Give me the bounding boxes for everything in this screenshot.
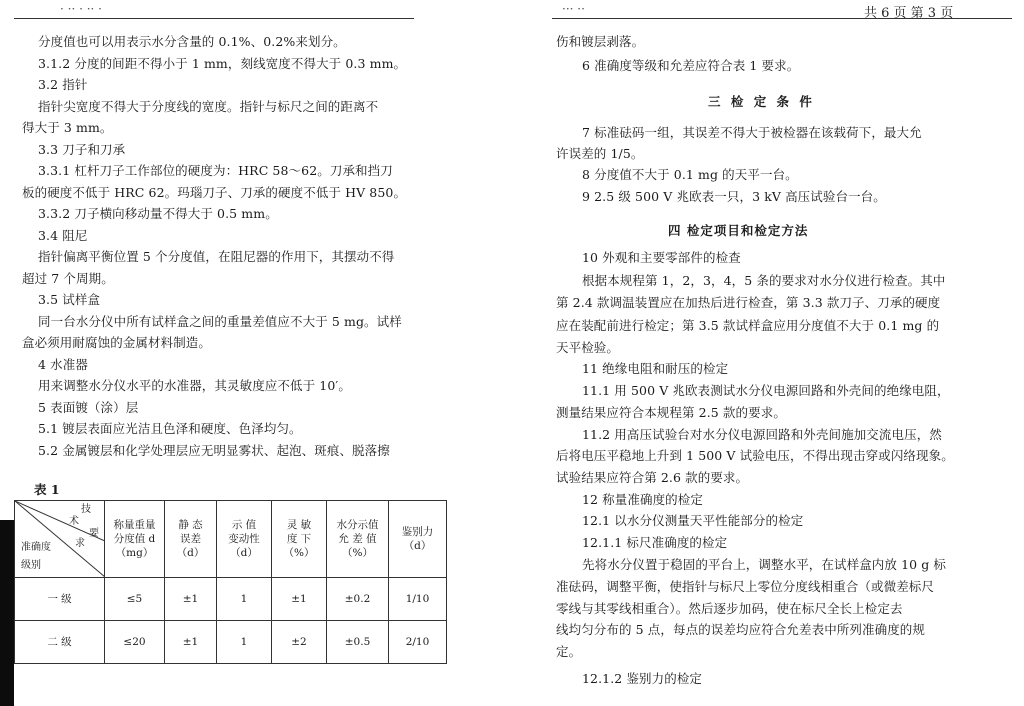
text-line: 应在装配前进行检定；第 3.5 款试样盒应用分度值不大于 0.1 mg 的 [556, 318, 940, 333]
section-heading: 11 绝缘电阻和耐压的检定 [582, 361, 729, 376]
text-line: 8 分度值不大于 0.1 mg 的天平一台。 [582, 167, 798, 182]
table-cell: ±1 [165, 578, 217, 621]
table-cell: 1 [217, 621, 272, 664]
table-caption: 表 1 [34, 482, 60, 497]
section-heading: 3.4 阻尼 [38, 228, 88, 243]
section-heading: 3.5 试样盒 [38, 292, 101, 307]
text-line: 3.1.2 分度的间距不得小于 1 mm，刻线宽度不得大于 0.3 mm。 [38, 56, 407, 71]
text-line: 线均匀分布的 5 点，每点的误差均应符合允差表中所列准确度的规 [556, 622, 926, 637]
table-cell: ±1 [165, 621, 217, 664]
text-line: 根据本规程第 1，2，3，4，5 条的要求对水分仪进行检查。其中 [582, 273, 946, 288]
text-line: 11.2 用高压试验台对水分仪电源回路和外壳间施加交流电压，然 [582, 427, 942, 442]
text-line: 测量结果应符合本规程第 2.5 款的要求。 [556, 405, 786, 420]
text-line: 指针偏离平衡位置 5 个分度值，在阻尼器的作用下，其摆动不得 [38, 249, 395, 264]
table-cell: ±1 [272, 578, 327, 621]
corner-label: 级别 [21, 560, 41, 571]
left-page [0, 0, 500, 706]
table-row [15, 578, 447, 621]
corner-label: 技 [81, 504, 91, 515]
right-page-header-left: ··· ·· [562, 2, 585, 16]
corner-label: 准确度 [21, 542, 51, 553]
section-heading: 10 外观和主要零部件的检查 [582, 250, 741, 265]
table-cell: ±2 [272, 621, 327, 664]
text-line: 用来调整水分仪水平的水准器，其灵敏度应不低于 10′。 [38, 378, 351, 393]
col-header: 水分示值 允 差 值 （%） [327, 501, 389, 578]
left-header-rule [14, 18, 414, 19]
text-line: 先将水分仪置于稳固的平台上，调整水平，在试样盒内放 10 g 标 [582, 557, 947, 572]
text-line: 12.1 以水分仪测量天平性能部分的检定 [582, 513, 804, 528]
grade-cell: 一 级 [15, 578, 105, 621]
text-line: 超过 7 个周期。 [22, 271, 114, 286]
section-heading: 5 表面镀（涂）层 [38, 400, 139, 415]
col-header: 示 值 变动性 （d） [217, 501, 272, 578]
text-line: 定。 [556, 644, 582, 659]
table-cell: 2/10 [389, 621, 447, 664]
section-heading: 4 水准器 [38, 357, 88, 372]
section-heading: 3.3 刀子和刀承 [38, 142, 126, 157]
text-line: 3.3.2 刀子横向移动量不得大于 0.5 mm。 [38, 206, 278, 221]
table-cell: 1 [217, 578, 272, 621]
text-line: 伤和镀层剥落。 [556, 34, 645, 49]
accuracy-table [14, 500, 447, 664]
chapter-heading: 四 检定项目和检定方法 [668, 223, 809, 238]
text-line: 第 2.4 款调温装置应在加热后进行检查，第 3.3 款刀子、刀承的硬度 [556, 295, 941, 310]
corner-label: 要 [89, 528, 99, 539]
text-line: 指针尖宽度不得大于分度线的宽度。指针与标尺之间的距离不 [38, 99, 379, 114]
section-heading: 12 称量准确度的检定 [582, 492, 703, 507]
col-header: 静 态 误差 （d） [165, 501, 217, 578]
corner-label: 术 [69, 516, 79, 527]
section-heading: 3.2 指针 [38, 77, 88, 92]
page-number: 共 6 页 第 3 页 [864, 6, 954, 21]
table-cell: ±0.5 [327, 621, 389, 664]
chapter-heading: 三 检 定 条 件 [708, 94, 815, 109]
col-header: 鉴别力 （d） [389, 501, 447, 578]
text-line: 试验结果应符合第 2.6 款的要求。 [556, 470, 749, 485]
text-line: 5.2 金属镀层和化学处理层应无明显雾状、起泡、斑痕、脱落擦 [38, 443, 390, 458]
text-line: 天平检验。 [556, 340, 620, 355]
section-heading: 12.1.1 标尺准确度的检定 [582, 535, 728, 550]
text-line: 3.3.1 杠杆刀子工作部位的硬度为：HRC 58～62。刀承和挡刀 [38, 163, 393, 178]
col-header: 称量重量 分度值 d （mg） [105, 501, 165, 578]
table-row [15, 621, 447, 664]
right-page [512, 0, 1024, 706]
right-header-rule [552, 18, 1012, 19]
text-line: 分度值也可以用表示水分含量的 0.1%、0.2%来划分。 [38, 34, 346, 49]
text-line: 许误差的 1/5。 [556, 146, 644, 161]
text-line: 11.1 用 500 V 兆欧表测试水分仪电源回路和外壳间的绝缘电阻， [582, 383, 950, 398]
table-cell: ≤20 [105, 621, 165, 664]
col-header: 灵 敏 度 下 （%） [272, 501, 327, 578]
scan-edge-shadow [0, 520, 14, 706]
table-cell: ≤5 [105, 578, 165, 621]
left-page-header: · ·· · ·· · [60, 2, 102, 16]
text-line: 5.1 镀层表面应光洁且色泽和硬度、色泽均匀。 [38, 421, 302, 436]
table-cell: 1/10 [389, 578, 447, 621]
text-line: 板的硬度不低于 HRC 62。玛瑙刀子、刀承的硬度不低于 HV 850。 [22, 185, 407, 200]
text-line: 7 标准砝码一组，其误差不得大于被检器在该载荷下，最大允 [582, 125, 922, 140]
table-cell: ±0.2 [327, 578, 389, 621]
section-heading: 12.1.2 鉴别力的检定 [582, 671, 703, 686]
text-line: 同一台水分仪中所有试样盒之间的重量差值应不大于 5 mg。试样 [38, 314, 402, 329]
table-header-row [15, 501, 447, 578]
text-line: 后将电压平稳地上升到 1 500 V 试验电压，不得出现击穿或闪络现象。 [556, 448, 954, 463]
grade-cell: 二 级 [15, 621, 105, 664]
text-line: 准砝码，调整平衡，使指针与标尺上零位分度线相重合（或微差标尺 [556, 579, 935, 594]
text-line: 6 准确度等级和允差应符合表 1 要求。 [582, 58, 800, 73]
corner-label: 求 [75, 538, 85, 549]
table-corner-cell [15, 501, 105, 578]
text-line: 盒必须用耐腐蚀的金属材料制造。 [22, 335, 212, 350]
text-line: 9 2.5 级 500 V 兆欧表一只，3 kV 高压试验台一台。 [582, 189, 886, 204]
text-line: 得大于 3 mm。 [22, 120, 113, 135]
text-line: 零线与其零线相重合）。然后逐步加码，使在标尺全长上检定去 [556, 601, 903, 616]
